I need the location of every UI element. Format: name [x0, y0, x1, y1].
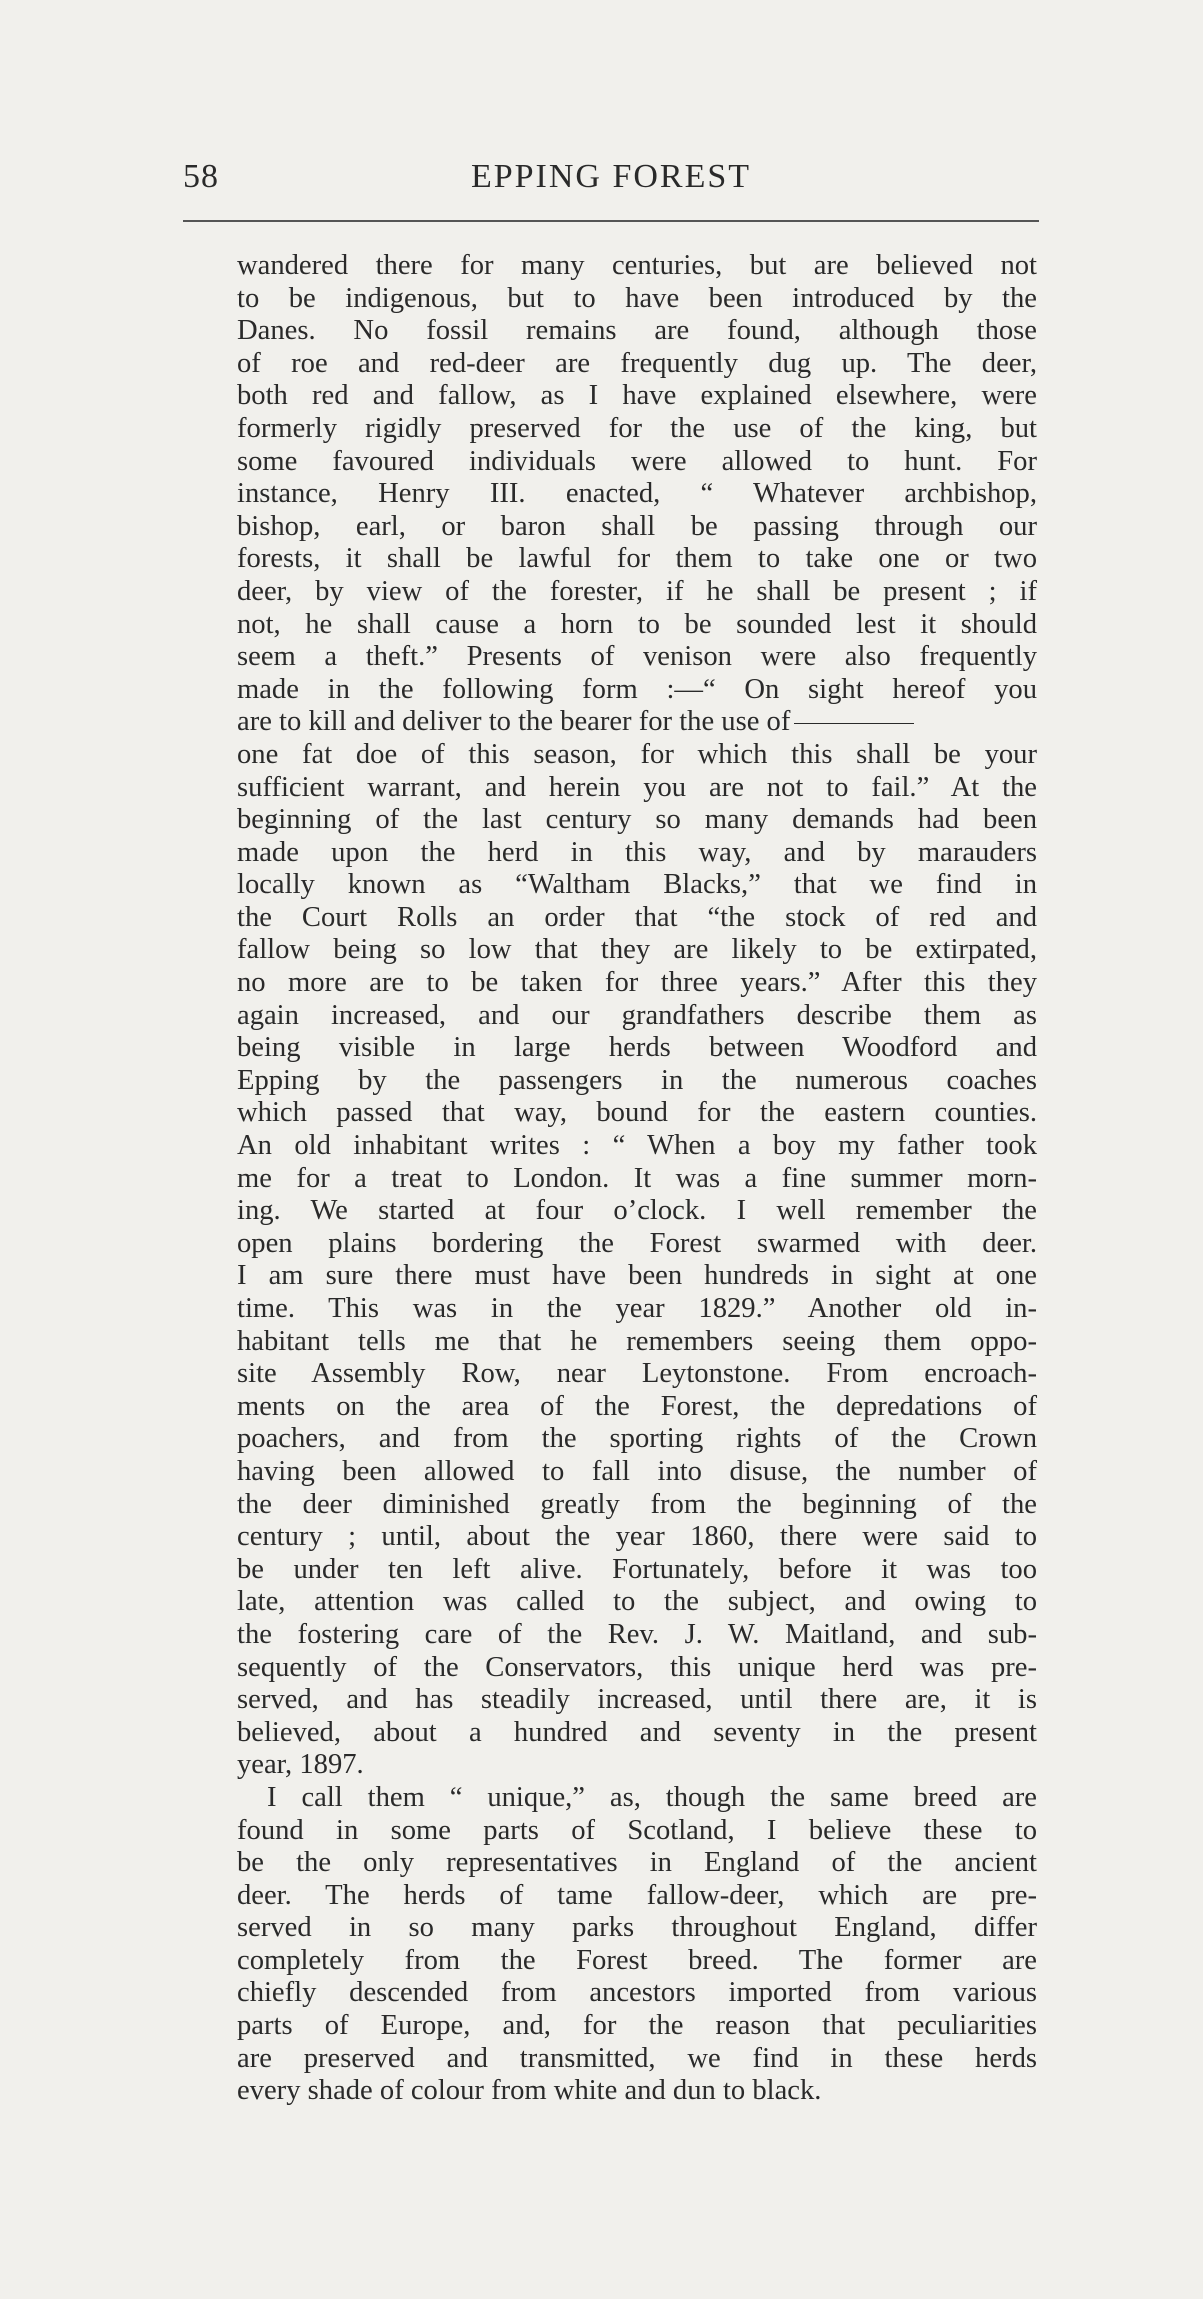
text-line: chiefly descended from ancestors imported from various [237, 1977, 1037, 2009]
text-line: to be indigenous, but to have been introduced by the [237, 282, 1037, 314]
text-line: Danes. No fossil remains are found, although those [237, 315, 1037, 347]
text-line: instance, Henry III. enacted, “ Whatever archbishop, [237, 478, 1037, 510]
text-line: the fostering care of the Rev. J. W. Maitland, and sub- [237, 1618, 1037, 1650]
text-line: deer. The herds of tame fallow-deer, which are pre- [237, 1879, 1037, 1911]
text-line: beginning of the last century so many demands had been [237, 804, 1037, 836]
text-line: both red and fallow, as I have explained elsewhere, were [237, 380, 1037, 412]
text-line: deer, by view of the forester, if he shall be present ; if [237, 575, 1037, 607]
text-line: be under ten left alive. Fortunately, before it was too [237, 1553, 1037, 1585]
text-line: time. This was in the year 1829.” Another old in- [237, 1293, 1037, 1324]
text-line: not, he shall cause a horn to be sounded lest it should [237, 608, 1037, 640]
running-head: EPPING FOREST [470, 158, 752, 195]
text-line: parts of Europe, and, for the reason that peculiarities [237, 2010, 1037, 2042]
text-line: late, attention was called to the subject, and owing to [237, 1586, 1037, 1618]
text-line: made upon the herd in this way, and by marauders [237, 836, 1037, 868]
text-line: are preserved and transmitted, we find in these herds [237, 2042, 1037, 2074]
text-line: habitant tells me that he remembers seeing them oppo- [237, 1325, 1037, 1357]
text-line: are to kill and deliver to the bearer for the use of [237, 706, 1037, 739]
text-line: wandered there for many centuries, but are believed not [237, 250, 1037, 281]
text-line: served, and has steadily increased, until there are, it is [237, 1684, 1037, 1716]
text-line: the Court Rolls an order that “the stock of red and [237, 901, 1037, 933]
page-header [183, 158, 1039, 202]
text-line: every shade of colour from white and dun to black. [237, 2075, 822, 2107]
paragraph [237, 1782, 1037, 2108]
text-line: having been allowed to fall into disuse, the number of [237, 1455, 1037, 1487]
text-line: forests, it shall be lawful for them to take one or two [237, 543, 1037, 575]
body-text [237, 250, 1037, 2108]
text-line: site Assembly Row, near Leytonstone. From encroach- [237, 1358, 1037, 1390]
text-line: made in the following form :—“ On sight hereof you [237, 673, 1037, 705]
text-line: believed, about a hundred and seventy in the present [237, 1716, 1037, 1748]
text-line: year, 1897. [237, 1749, 364, 1781]
text-line: sufficient warrant, and herein you are not to fail.” At the [237, 771, 1037, 803]
text-line: Epping by the passengers in the numerous coaches [237, 1064, 1037, 1096]
text-line: again increased, and our grandfathers describe them as [237, 999, 1037, 1031]
text-line: which passed that way, bound for the eastern counties. [237, 1097, 1037, 1129]
text-line: formerly rigidly preserved for the use of the king, but [237, 412, 1037, 444]
text-line: An old inhabitant writes : “ When a boy my father took [237, 1130, 1037, 1162]
text-line: the deer diminished greatly from the beginning of the [237, 1488, 1037, 1520]
text-line: sequently of the Conservators, this unique herd was pre- [237, 1651, 1037, 1683]
text-line: found in some parts of Scotland, I believe these to [237, 1814, 1037, 1846]
paragraph [237, 250, 1037, 1782]
text-line: some favoured individuals were allowed to hunt. For [237, 445, 1037, 477]
header-rule [183, 220, 1039, 222]
text-line: locally known as “Waltham Blacks,” that we find in [237, 869, 1037, 901]
text-line: me for a treat to London. It was a fine summer morn- [237, 1162, 1037, 1194]
page-number: 58 [183, 158, 219, 195]
text-line: one fat doe of this season, for which this shall be your [237, 738, 1037, 770]
text-line: being visible in large herds between Woodford and [237, 1032, 1037, 1064]
text-line: of roe and red-deer are frequently dug up. The deer, [237, 347, 1037, 379]
text-line: completely from the Forest breed. The former are [237, 1944, 1037, 1976]
text-line: seem a theft.” Presents of venison were also frequently [237, 641, 1037, 673]
text-line: century ; until, about the year 1860, there were said to [237, 1521, 1037, 1553]
text-line: poachers, and from the sporting rights of the Crown [237, 1423, 1037, 1455]
text-line: I am sure there must have been hundreds in sight at one [237, 1260, 1037, 1292]
text-line: I call them “ unique,” as, though the same breed are [267, 1781, 1037, 1813]
text-line: be the only representatives in England of the ancient [237, 1847, 1037, 1879]
text-line: ments on the area of the Forest, the depredations of [237, 1390, 1037, 1422]
text-line: fallow being so low that they are likely to be extirpated, [237, 934, 1037, 966]
blank-rule [794, 723, 914, 724]
text-line: bishop, earl, or baron shall be passing through our [237, 510, 1037, 542]
text-line: open plains bordering the Forest swarmed with deer. [237, 1227, 1037, 1259]
text-line: served in so many parks throughout England, differ [237, 1912, 1037, 1944]
text-line: ing. We started at four o’clock. I well remember the [237, 1195, 1037, 1227]
text-line: no more are to be taken for three years.” After this they [237, 967, 1037, 999]
